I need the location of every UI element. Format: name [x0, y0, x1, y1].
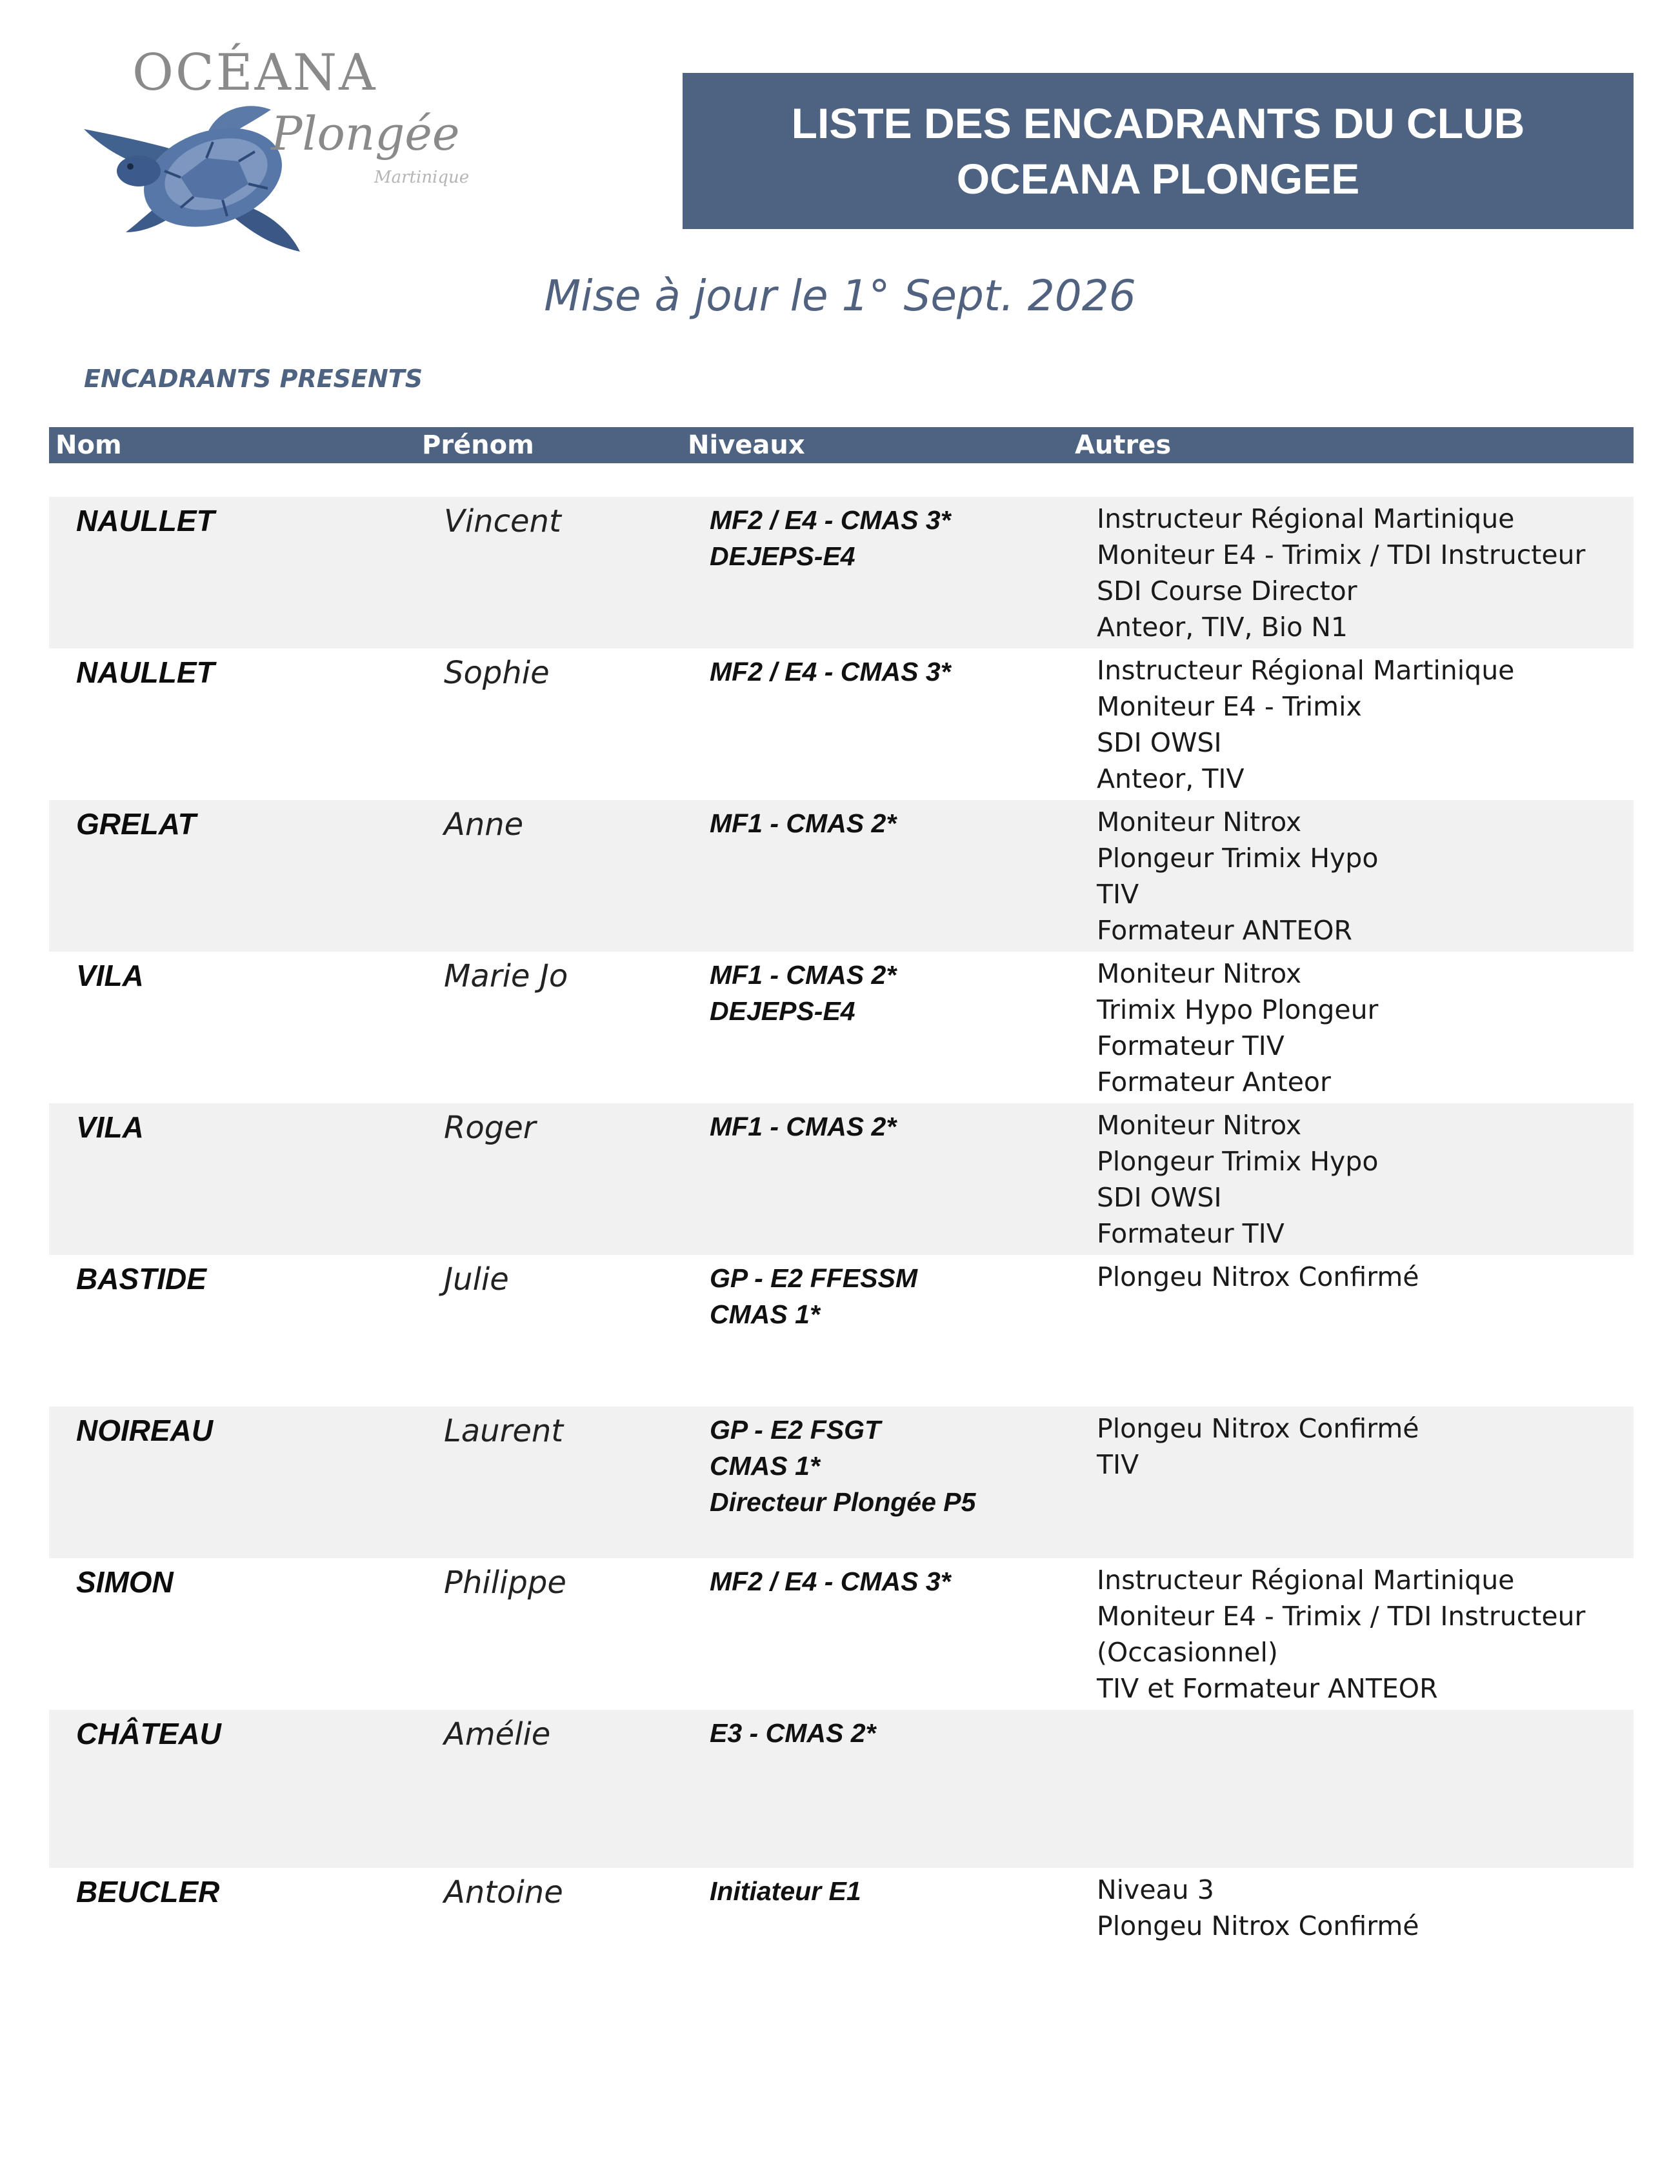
cell-niveaux — [710, 1563, 951, 1599]
table-row — [49, 1407, 1634, 1558]
cell-prenom: Sophie — [444, 655, 550, 691]
autre-line: Moniteur Nitrox — [1097, 1110, 1302, 1141]
title-line-1: LISTE DES ENCADRANTS DU CLUB — [791, 99, 1525, 147]
table-row — [49, 1710, 1634, 1868]
autre-line: Instructeur Régional Martinique — [1097, 655, 1515, 686]
autre-line: Formateur ANTEOR — [1097, 915, 1353, 946]
cell-niveaux — [710, 805, 896, 841]
cell-niveaux — [710, 654, 951, 690]
cell-niveaux — [710, 1873, 861, 1909]
page-title — [683, 73, 1634, 229]
niveau-line: DEJEPS-E4 — [710, 996, 855, 1026]
cell-autres — [1097, 1562, 1585, 1707]
cell-nom: CHÂTEAU — [76, 1717, 221, 1750]
autre-line: SDI Course Director — [1097, 576, 1357, 606]
autre-line: Formateur Anteor — [1097, 1067, 1331, 1097]
table-row — [49, 800, 1634, 952]
autre-line: Formateur TIV — [1097, 1218, 1285, 1249]
niveau-line: MF2 / E4 - CMAS 3* — [710, 657, 951, 686]
table-row — [49, 1558, 1634, 1710]
niveau-line: CMAS 1* — [710, 1299, 820, 1329]
update-date: Mise à jour le 1° Sept. 2026 — [544, 271, 1136, 321]
cell-autres — [1097, 652, 1514, 797]
niveau-line: CMAS 1* — [710, 1451, 820, 1481]
cell-prenom: Julie — [444, 1261, 509, 1297]
autre-line: Niveau 3 — [1097, 1874, 1214, 1905]
niveau-line: MF2 / E4 - CMAS 3* — [710, 1567, 951, 1596]
cell-nom: BEUCLER — [76, 1875, 220, 1908]
autre-line: Anteor, TIV, Bio N1 — [1097, 612, 1348, 643]
autre-line: SDI OWSI — [1097, 1182, 1222, 1213]
cell-prenom: Philippe — [444, 1565, 566, 1601]
cell-niveaux — [710, 1108, 896, 1145]
table-header — [49, 427, 1634, 463]
cell-autres — [1097, 1107, 1378, 1252]
cell-autres — [1097, 501, 1585, 645]
autre-line: Anteor, TIV — [1097, 763, 1245, 794]
logo-word-martinique: Martinique — [374, 168, 470, 187]
table-row — [49, 648, 1634, 800]
cell-niveaux — [710, 957, 896, 1029]
autre-line: Formateur TIV — [1097, 1030, 1285, 1061]
autre-line: Plongeu Nitrox Confirmé — [1097, 1413, 1419, 1444]
niveau-line: MF1 - CMAS 2* — [710, 808, 897, 838]
autre-line: SDI OWSI — [1097, 727, 1222, 758]
autre-line: Moniteur E4 - Trimix / TDI Instructeur — [1097, 1601, 1586, 1632]
cell-prenom: Marie Jo — [444, 958, 568, 994]
cell-niveaux — [710, 1412, 975, 1520]
cell-prenom: Laurent — [444, 1413, 564, 1449]
table-row — [49, 497, 1634, 648]
cell-prenom: Antoine — [444, 1874, 563, 1910]
section-label: ENCADRANTS PRESENTS — [84, 365, 423, 393]
autre-line: TIV et Formateur ANTEOR — [1097, 1673, 1438, 1704]
autre-line: Moniteur E4 - Trimix / TDI Instructeur — [1097, 539, 1586, 570]
niveau-line: GP - E2 FFESSM — [710, 1263, 917, 1293]
cell-prenom: Anne — [444, 806, 524, 843]
autre-line: Plongeu Nitrox Confirmé — [1097, 1910, 1419, 1941]
cell-nom: NAULLET — [76, 656, 215, 689]
autre-line: Plongeur Trimix Hypo — [1097, 843, 1379, 874]
table-row — [49, 1103, 1634, 1255]
cell-prenom: Vincent — [444, 503, 561, 539]
niveau-line: MF1 - CMAS 2* — [710, 960, 897, 990]
cell-autres — [1097, 956, 1378, 1100]
column-header-nom: Nom — [55, 430, 122, 460]
cell-autres — [1097, 804, 1378, 948]
autre-line: (Occasionnel) — [1097, 1637, 1278, 1668]
autre-line: Instructeur Régional Martinique — [1097, 1565, 1515, 1596]
cell-niveaux — [710, 1260, 917, 1332]
autre-line: Plongeur Trimix Hypo — [1097, 1146, 1379, 1177]
column-header-niveaux: Niveaux — [688, 430, 805, 460]
cell-prenom: Roger — [444, 1110, 536, 1146]
column-header-prenom: Prénom — [422, 430, 534, 460]
cell-nom: VILA — [76, 1110, 144, 1144]
cell-nom: BASTIDE — [76, 1262, 206, 1296]
niveau-line: Initiateur E1 — [710, 1876, 861, 1906]
autre-line: Plongeu Nitrox Confirmé — [1097, 1261, 1419, 1292]
cell-nom: GRELAT — [76, 807, 196, 841]
niveau-line: E3 - CMAS 2* — [710, 1718, 876, 1748]
cell-niveaux — [710, 502, 951, 574]
niveau-line: GP - E2 FSGT — [710, 1415, 881, 1445]
niveau-line: MF2 / E4 - CMAS 3* — [710, 505, 951, 535]
niveau-line: Directeur Plongée P5 — [710, 1487, 976, 1517]
autre-line: Moniteur Nitrox — [1097, 806, 1302, 837]
column-header-autres: Autres — [1075, 430, 1172, 460]
cell-prenom: Amélie — [444, 1716, 551, 1752]
cell-nom: NOIREAU — [76, 1414, 214, 1447]
autre-line: Moniteur Nitrox — [1097, 958, 1302, 989]
autre-line: Moniteur E4 - Trimix — [1097, 691, 1362, 722]
cell-nom: SIMON — [76, 1565, 174, 1599]
title-line-2: OCEANA PLONGEE — [956, 155, 1360, 203]
autre-line: Trimix Hypo Plongeur — [1097, 994, 1379, 1025]
autre-line: TIV — [1097, 879, 1139, 910]
table-row — [49, 952, 1634, 1103]
cell-niveaux — [710, 1715, 875, 1751]
niveau-line: MF1 - CMAS 2* — [710, 1112, 897, 1141]
logo-word-plongee: Plongée — [271, 106, 460, 161]
club-logo — [77, 39, 503, 258]
cell-nom: NAULLET — [76, 504, 215, 537]
autre-line: Instructeur Régional Martinique — [1097, 503, 1515, 534]
logo-word-oceana: OCÉANA — [132, 44, 377, 102]
cell-autres — [1097, 1410, 1419, 1483]
cell-autres — [1097, 1872, 1419, 1944]
niveau-line: DEJEPS-E4 — [710, 541, 855, 571]
autre-line: TIV — [1097, 1449, 1139, 1480]
table-row — [49, 1868, 1634, 2019]
cell-nom: VILA — [76, 959, 144, 992]
cell-autres — [1097, 1259, 1419, 1295]
table-row — [49, 1255, 1634, 1407]
